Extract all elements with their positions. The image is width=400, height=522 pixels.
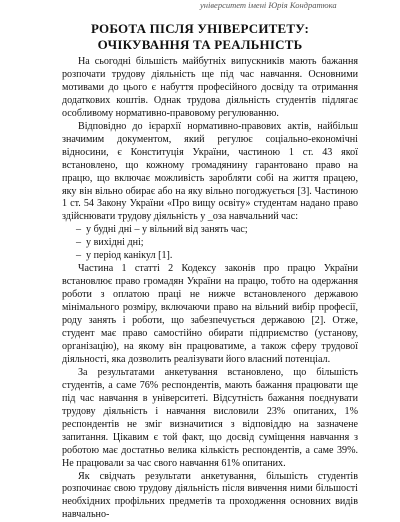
article-body: [62, 56, 358, 522]
paragraph: Відповідно до ієрархії нормативно-правових актів, найбільш значимим документом, який регулює соціально-економічні відносини, є Конституція України, частиною 1 ст. 43 якої встановлено, що кожному громадянину гарантовано право на працю, що включає можливість заробляти собі на життя працею, яку він вільно обирає або на яку вільно погоджується [3]. Частиною 1 ст. 54 Закону України «Про вищу освіту» студентам надано право здійснювати трудову діяльність у _оза навчальний час:: [62, 121, 358, 225]
dash-marker: –: [76, 250, 81, 263]
paragraph: На сьогодні більшість майбутніх випускників мають бажання розпочати трудову діяльність ще під час навчання. Основними мотивами до цього є набуття професійного досвіду та отримання додаткових коштів. Однак трудова діяльність студентів підлягає особливому нормативно-правовому регулюванню.: [62, 56, 358, 121]
list-item-text: у період канікул [1].: [86, 250, 172, 261]
list-item-text: у вихідні дні;: [86, 237, 144, 248]
article-title-line-1: РОБОТА ПІСЛЯ УНІВЕРСИТЕТУ:: [0, 21, 400, 37]
paragraph: За результатами анкетування встановлено, що більшість студентів, а саме 76% респондентів, мають бажання працювати ще під час навчання в університеті. Відсутність бажання поєднувати трудову діяльність і навчання висловили 23% опитаних, 1% респондентів не зміг визначитися з відповіддю на зазначене запитання. Цікавим є той факт, що досвід суміщення навчання з роботою має достатньо велика кількість респондентів, а саме 39%. Не працювали за час свого навчання 61% опитаних.: [62, 367, 358, 471]
article-title-line-2: ОЧІКУВАННЯ ТА РЕАЛЬНІСТЬ: [0, 37, 400, 53]
paragraph: Частина 1 статті 2 Кодексу законів про працю України встановлює право громадян України на працю, тобто на одержання роботи з оплатою праці не нижче встановленого державою мінімального розміру, включаючи право на вільний вибір професії, роду занять і роботи, що забезпечується державою [2]. Отже, студент має право самостійно обирати підприємство (установу, організацію), на якому він працюватиме, а також сферу трудової діяльності, яка дозволить реалізувати його власний потенціал.: [62, 263, 358, 367]
list-item-text: у будні дні – у вільний від занять час;: [86, 224, 248, 235]
list-item: [62, 224, 358, 237]
paragraph: Як свідчать результати анкетування, більшість студентів розпочинає свою трудову діяльність після вивчення ними більшості необхідних профільних предметів та проходження основних видів навчально-: [62, 471, 358, 522]
running-head: університет імені Юрія Кондратюка: [200, 0, 337, 10]
dash-marker: –: [76, 224, 81, 237]
bullet-list: [62, 224, 358, 263]
list-item: [62, 250, 358, 263]
list-item: [62, 237, 358, 250]
dash-marker: –: [76, 237, 81, 250]
